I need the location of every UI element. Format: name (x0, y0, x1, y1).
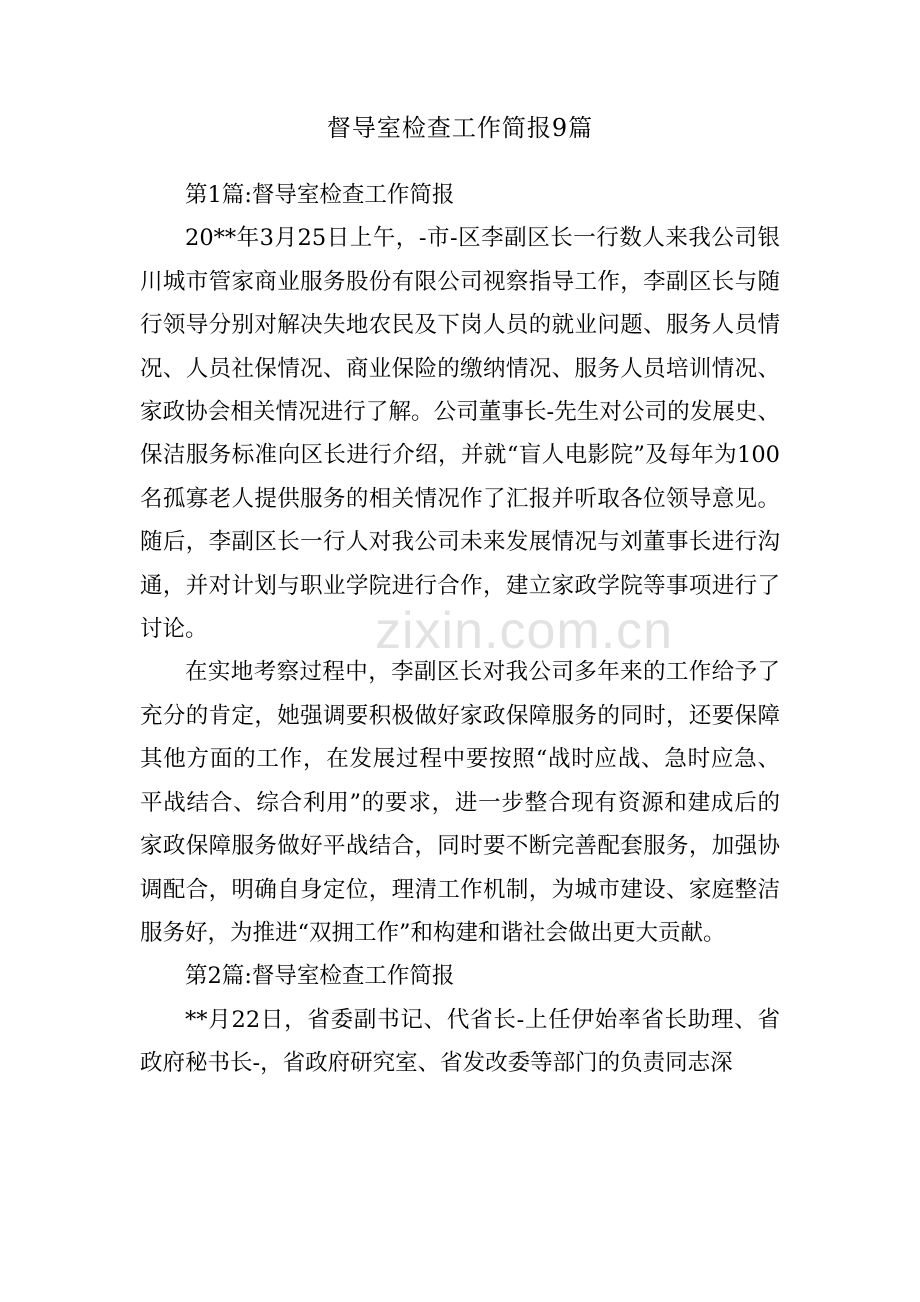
body-paragraph: 在实地考察过程中，李副区长对我公司多年来的工作给予了充分的肯定，她强调要积极做好家政保障服务的同时，还要保障其他方面的工作，在发展过程中要按照“战时应战、急时应急、平战结合、综合利用”的要求，进一步整合现有资源和建成后的家政保障服务做好平战结合，同时要不断完善配套服务，加强协调配合，明确自身定位，理清工作机制，为城市建设、家庭整洁服务好，为推进“双拥工作”和构建和谐社会做出更大贡献。 (140, 659, 780, 946)
watermark-text: zixin.com.cn (375, 602, 674, 660)
section-heading-1: 第1篇:督导室检查工作简报 (185, 182, 455, 208)
body-paragraph: 20**年3月25日上午，-市-区李副区长一行数人来我公司银川城市管家商业服务股份有限公司视察指导工作，李副区长与随行领导分别对解决失地农民及下岗人员的就业问题、服务人员情况、人员社保情况、商业保险的缴纳情况、服务人员培训情况、家政协会相关情况进行了解。公司董事长-先生对公司的发展史、保洁服务标准向区长进行介绍，并就“盲人电影院”及每年为100名孤寡老人提供服务的相关情况作了汇报并听取各位领导意见。随后，李副区长一行人对我公司未来发展情况与刘董事长进行沟通，并对计划与职业学院进行合作，建立家政学院等事项进行了讨论。 (140, 225, 780, 643)
body-paragraph: **月22日，省委副书记、代省长-上任伊始率省长助理、省政府秘书长-，省政府研究室、省发改委等部门的负责同志深 (140, 1006, 780, 1077)
document-body (140, 174, 780, 1086)
section-heading-2: 第2篇:督导室检查工作简报 (185, 963, 455, 990)
document-title: 督导室检查工作简报9篇 (326, 114, 594, 142)
